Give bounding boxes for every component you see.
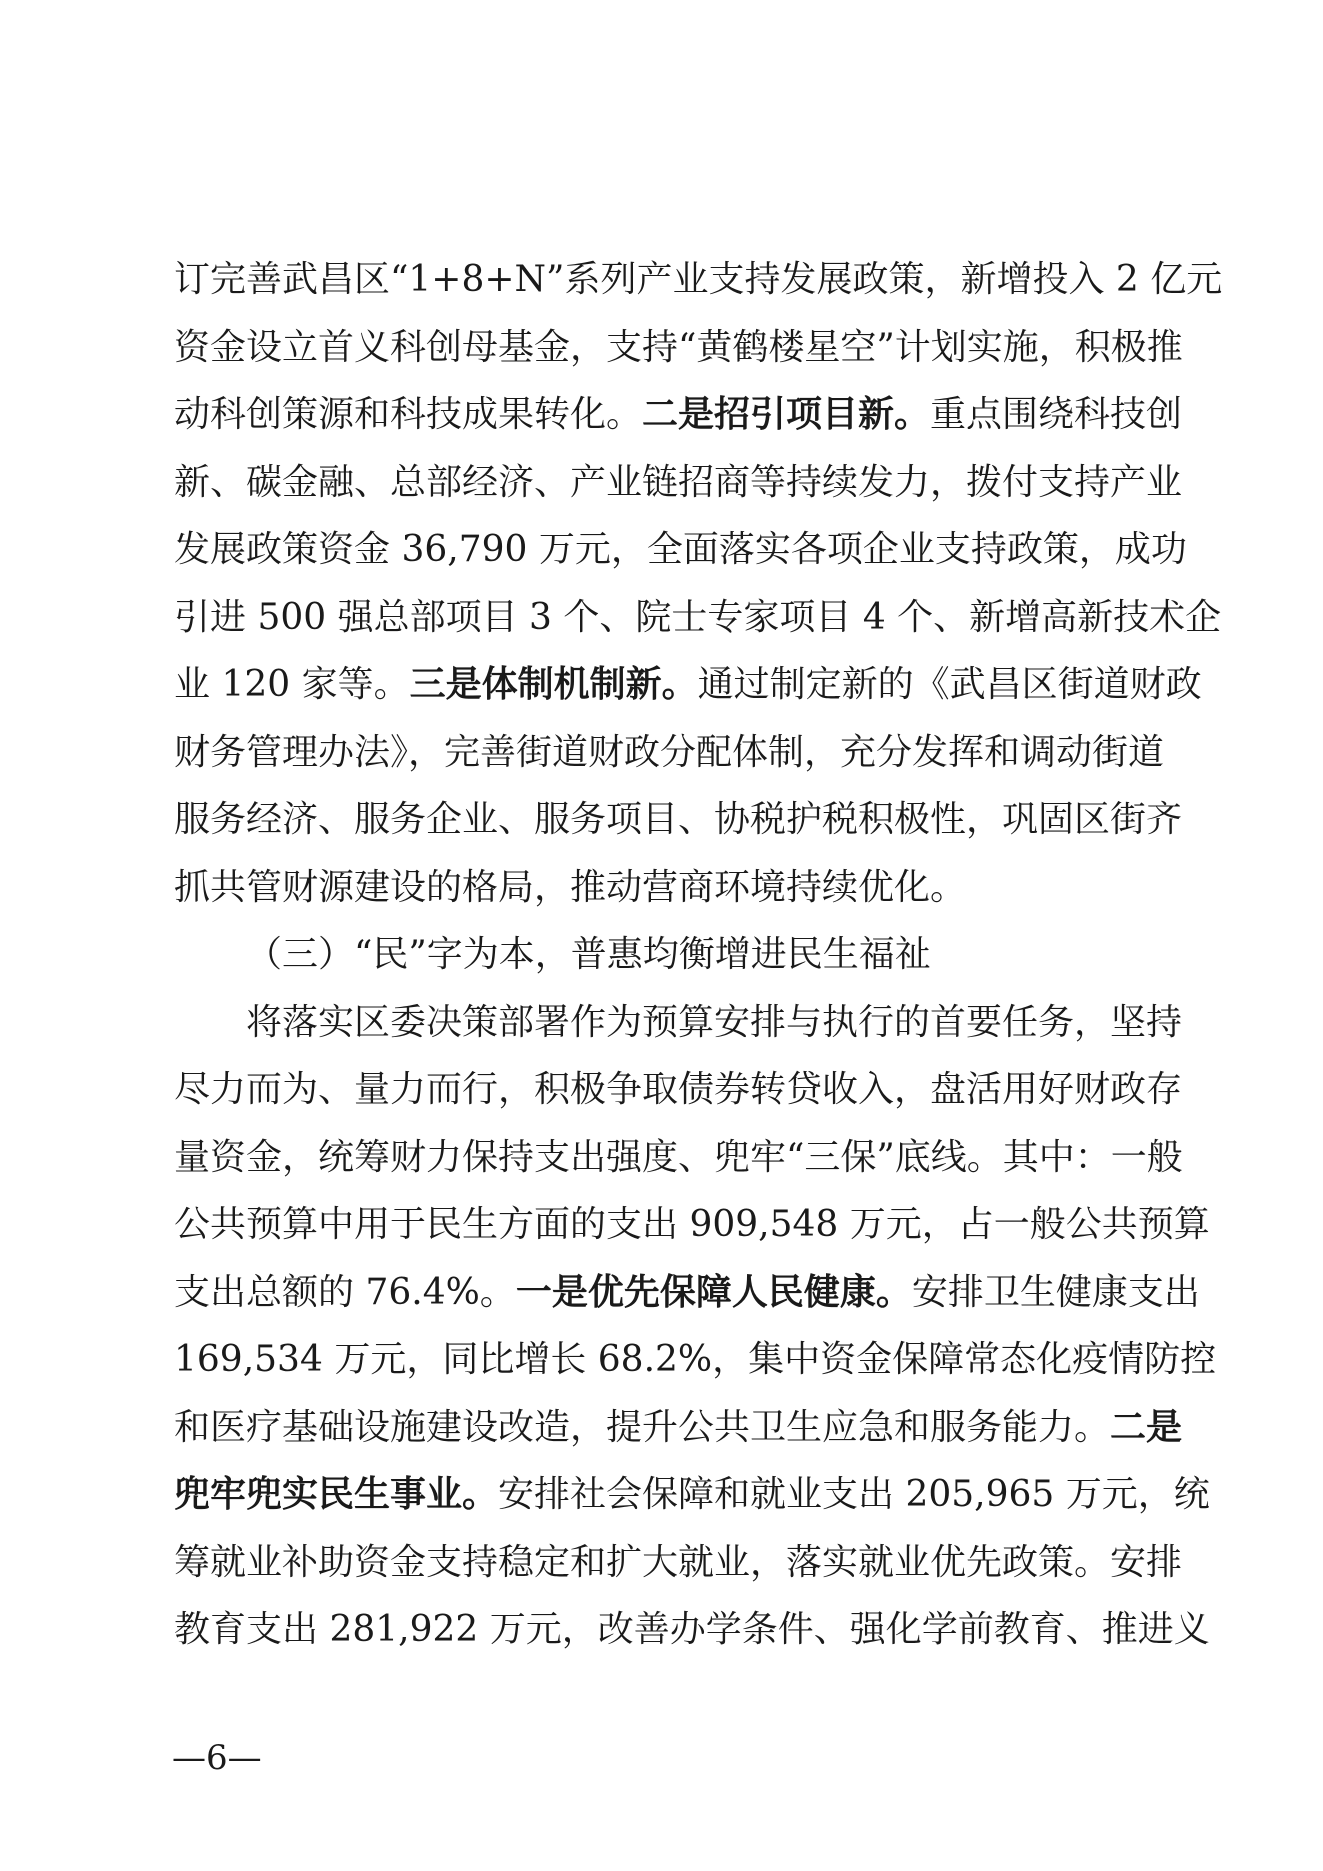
text-line bbox=[174, 1124, 1183, 1192]
section-heading bbox=[174, 921, 1158, 989]
text-segment: 资金设立首义科创母基金，支持“黄鹤楼星空”计划实施，积极推 bbox=[174, 326, 1183, 368]
text-line bbox=[174, 1259, 1200, 1327]
text-line bbox=[174, 1056, 1183, 1124]
text-segment: 动科创策源和科技成果转化。 bbox=[174, 394, 643, 435]
text-segment: 引进 500 强总部项目 3 个、院士专家项目 4 个、新增高新技术企 bbox=[174, 596, 1222, 638]
text-line bbox=[174, 651, 1202, 719]
text-segment: 169,534 万元，同比增长 68.2%，集中资金保障常态化疫情防控 bbox=[174, 1339, 1217, 1380]
body-text bbox=[174, 246, 1223, 1664]
text-segment: 重点围绕科技创 bbox=[930, 394, 1183, 435]
text-line bbox=[174, 989, 1183, 1057]
text-segment: 尽力而为、量力而行，积极争取债券转贷收入，盘活用好财政存 bbox=[174, 1069, 1183, 1110]
text-line bbox=[174, 449, 1183, 517]
text-segment: 和医疗基础设施建设改造，提升公共卫生应急和服务能力。 bbox=[174, 1406, 1111, 1448]
text-line bbox=[174, 381, 1183, 449]
text-segment: 支出总额的 76.4%。 bbox=[174, 1271, 516, 1313]
text-segment: 量资金，统筹财力保持支出强度、兜牢“三保”底线。其中：一般 bbox=[174, 1136, 1183, 1178]
bold-text-segment: 一是优先保障人民健康。 bbox=[515, 1270, 912, 1313]
text-segment: 发展政策资金 36,790 万元，全面落实各项企业支持政策，成功 bbox=[174, 529, 1187, 570]
text-segment: 通过制定新的《武昌区街道财政 bbox=[697, 664, 1202, 705]
page-number: —6— bbox=[172, 1738, 262, 1778]
text-segment: 财务管理办法》，完善街道财政分配体制，充分发挥和调动街道 bbox=[174, 731, 1165, 773]
text-line bbox=[174, 314, 1183, 382]
text-line bbox=[174, 1326, 1217, 1394]
text-segment: 教育支出 281,922 万元，改善办学条件、强化学前教育、推进义 bbox=[174, 1609, 1210, 1650]
text-line bbox=[174, 1394, 1183, 1462]
text-segment: 公共预算中用于民生方面的支出 909,548 万元，占一般公共预算 bbox=[174, 1204, 1210, 1245]
bold-text-segment: 兜牢兜实民生事业。 bbox=[174, 1473, 499, 1515]
text-line bbox=[174, 786, 1183, 854]
text-line bbox=[174, 1596, 1210, 1664]
text-segment: 服务经济、服务企业、服务项目、协税护税积极性，巩固区街齐 bbox=[174, 799, 1183, 840]
text-segment: 业 120 家等。 bbox=[174, 664, 410, 705]
text-segment: 安排卫生健康支出 bbox=[911, 1271, 1200, 1313]
text-segment: 筹就业补助资金支持稳定和扩大就业，落实就业优先政策。安排 bbox=[174, 1541, 1183, 1583]
text-segment: 新、碳金融、总部经济、产业链招商等持续发力，拨付支持产业 bbox=[174, 461, 1183, 503]
text-segment: （三）“民”字为本，普惠均衡增进民生福祉 bbox=[246, 934, 931, 975]
bold-text-segment: 二是 bbox=[1110, 1405, 1183, 1448]
text-line bbox=[174, 584, 1222, 652]
text-segment: 安排社会保障和就业支出 205,965 万元，统 bbox=[498, 1474, 1210, 1515]
text-line bbox=[174, 1461, 1210, 1529]
text-line bbox=[174, 1529, 1183, 1597]
bold-text-segment: 三是体制机制新。 bbox=[409, 663, 698, 705]
text-segment: 订完善武昌区“1+8+N”系列产业支持发展政策，新增投入 2 亿元 bbox=[174, 259, 1223, 300]
text-segment: 抓共管财源建设的格局，推动营商环境持续优化。 bbox=[174, 866, 967, 908]
text-line bbox=[174, 1191, 1210, 1259]
text-line bbox=[174, 719, 1165, 787]
text-line bbox=[174, 246, 1223, 314]
text-segment: 将落实区委决策部署作为预算安排与执行的首要任务，坚持 bbox=[246, 1001, 1183, 1043]
text-line bbox=[174, 854, 1158, 922]
text-line bbox=[174, 516, 1187, 584]
bold-text-segment: 二是招引项目新。 bbox=[642, 393, 931, 435]
